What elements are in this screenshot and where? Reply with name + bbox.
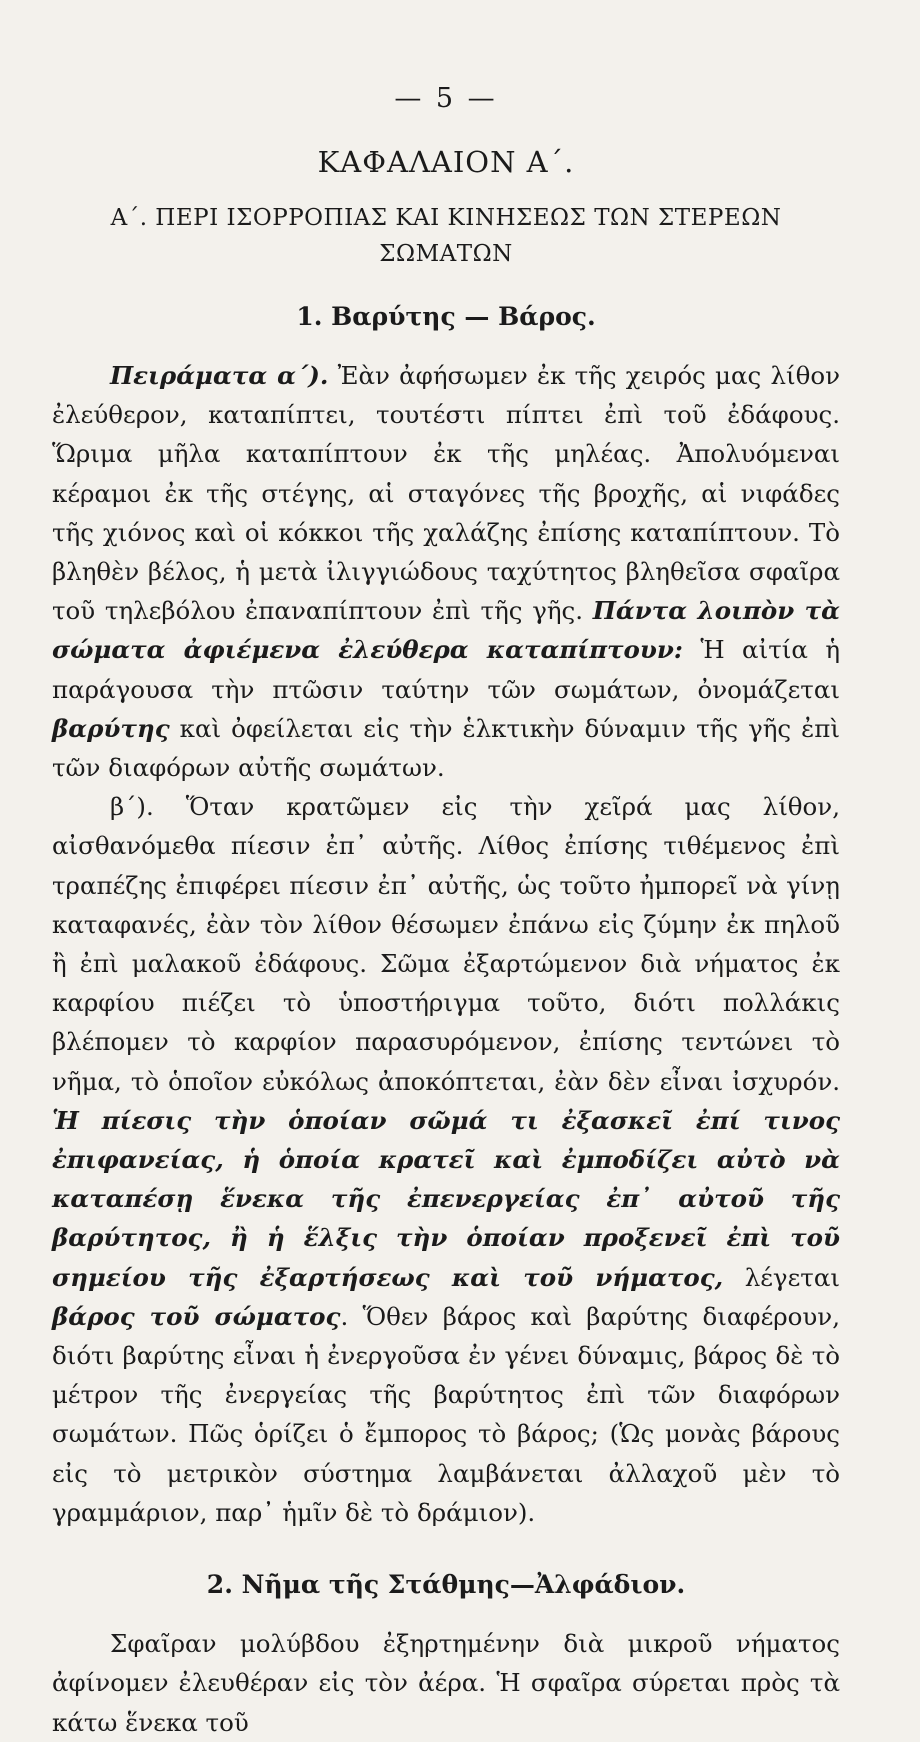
paragraph-text: . Ὅθεν βάρος καὶ βαρύτης διαφέρουν, διότι βαρύτης εἶναι ἡ ἐνεργοῦσα ἐν γένει δύναμις, βάρος δὲ τὸ μέτρον τῆς ἐνεργείας τῆς βαρύτητος ἐπὶ τῶν διαφόρων σωμάτων. Πῶς ὁρίζει ὁ ἔμπορος τὸ βάρος; (Ὡς μονὰς βάρους εἰς τὸ μετρικὸν σύστημα λαμβάνεται ἀλλαχοῦ μὲν τὸ γραμμάριον, παρ᾿ ἡμῖν δὲ τὸ δράμιον). <box>52 1301 840 1527</box>
emphasis-definition: Ἡ πίεσις τὴν ὁποίαν σῶμά τι ἐξασκεῖ ἐπί τινος ἐπιφανείας, ἡ ὁποία κρατεῖ καὶ ἐμποδίζει αὐτὸ νὰ καταπέσῃ ἕνεκα τῆς ἐπενεργείας ἐπ᾿ αὐτοῦ τῆς βαρύτητος, ἢ ἡ ἕλξις τὴν ὁποίαν προξενεῖ ἐπὶ τοῦ σημείου τῆς ἐξαρτήσεως καὶ τοῦ νήματος, <box>52 1105 840 1292</box>
paragraph-plumb-line: Σφαῖραν μολύβδου ἐξηρτημένην διὰ μικροῦ νήματος ἀφίνομεν ἐλευθέραν εἰς τὸν ἀέρα. Ἡ σφαῖρα σύρεται πρὸς τὰ κάτω ἕνεκα τοῦ <box>52 1629 840 1737</box>
chapter-title: ΚΑΦΑΛΑΙΟΝ Α΄. <box>317 145 575 179</box>
paragraph-experiments-b <box>52 787 840 1532</box>
paragraph-text: Ἐὰν ἀφήσωμεν ἐκ τῆς χειρός μας λίθον ἐλεύθερον, καταπίπτει, τουτέστι πίπτει ἐπὶ τοῦ ἐδάφους. Ὥριμα μῆλα καταπίπτουν ἐκ τῆς μηλέας. Ἀπολυόμεναι κέραμοι ἐκ τῆς στέγης, αἱ σταγόνες τῆς βροχῆς, αἱ νιφάδες τῆς χιόνος καὶ οἱ κόκκοι τῆς χαλάζης ἐπίσης καταπίπτουν. Τὸ βληθὲν βέλος, ἡ μετὰ ἰλιγγιώδους ταχύτητος βληθεῖσα σφαῖρα τοῦ τηλεβόλου ἐπαναπίπτουν ἐπὶ τῆς γῆς. <box>52 361 840 626</box>
paragraph-lead-in: Πειράματα α΄). <box>110 361 329 390</box>
emphasis-term: βάρος τοῦ σώματος <box>52 1301 341 1331</box>
emphasis-term: βαρύτης <box>52 713 170 743</box>
section-heading-plumb-line: 2. Νῆμα τῆς Στάθμης—Ἀλφάδιον. <box>206 1570 686 1600</box>
section-heading-gravity: 1. Βαρύτης — Βάρος. <box>296 302 596 331</box>
paragraph-text: καὶ ὀφείλεται εἰς τὴν ἑλκτικὴν δύναμιν τῆς γῆς ἐπὶ τῶν διαφόρων αὐτῆς σωμάτων. <box>52 713 840 783</box>
paragraph-text: β΄). Ὅταν κρατῶμεν εἰς τὴν χεῖρά μας λίθον, αἰσθανόμεθα πίεσιν ἐπ᾿ αὐτῆς. Λίθος ἐπίσης τιθέμενος ἐπὶ τραπέζης ἐπιφέρει πίεσιν ἐπ᾿ αὐτῆς, ὡς τοῦτο ἠμπορεῖ νὰ γίνῃ καταφανές, ἐὰν τὸν λίθον θέσωμεν ἐπάνω εἰς ζύμην ἐκ πηλοῦ ἢ ἐπὶ μαλακοῦ ἐδάφους. Σῶμα ἐξαρτώμενον διὰ νήματος ἐκ καρφίου πιέζει τὸ ὑποστήριγμα τοῦτο, διότι πολλάκις βλέπομεν τὸ καρφίον παρασυρόμενον, ἐπίσης τεντώνει τὸ νῆμα, τὸ ὁποῖον εὐκόλως ἀποκόπτεται, ἐὰν δὲν εἶναι ἰσχυρόν. <box>52 792 840 1096</box>
paragraph-experiments-a <box>52 356 840 787</box>
paragraph-text: λέγεται <box>723 1262 840 1292</box>
paragraph-text: Ἡ αἰτία ἡ παράγουσα τὴν πτῶσιν ταύτην τῶν σωμάτων, ὀνομάζεται <box>52 635 840 704</box>
emphasis-text: Πάντα λοιπὸν τὰ σώματα ἀφιέμενα ἐλεύθερα καταπίπτουν: <box>52 596 840 665</box>
part-title: Α΄. ΠΕΡΙ ΙΣΟΡΡΟΠΙΑΣ ΚΑΙ ΚΙΝΗΣΕΩΣ ΤΩΝ ΣΤΕΡΕΩΝ ΣΩΜΑΤΩΝ <box>110 205 782 267</box>
page-number: — 5 — <box>394 83 498 114</box>
